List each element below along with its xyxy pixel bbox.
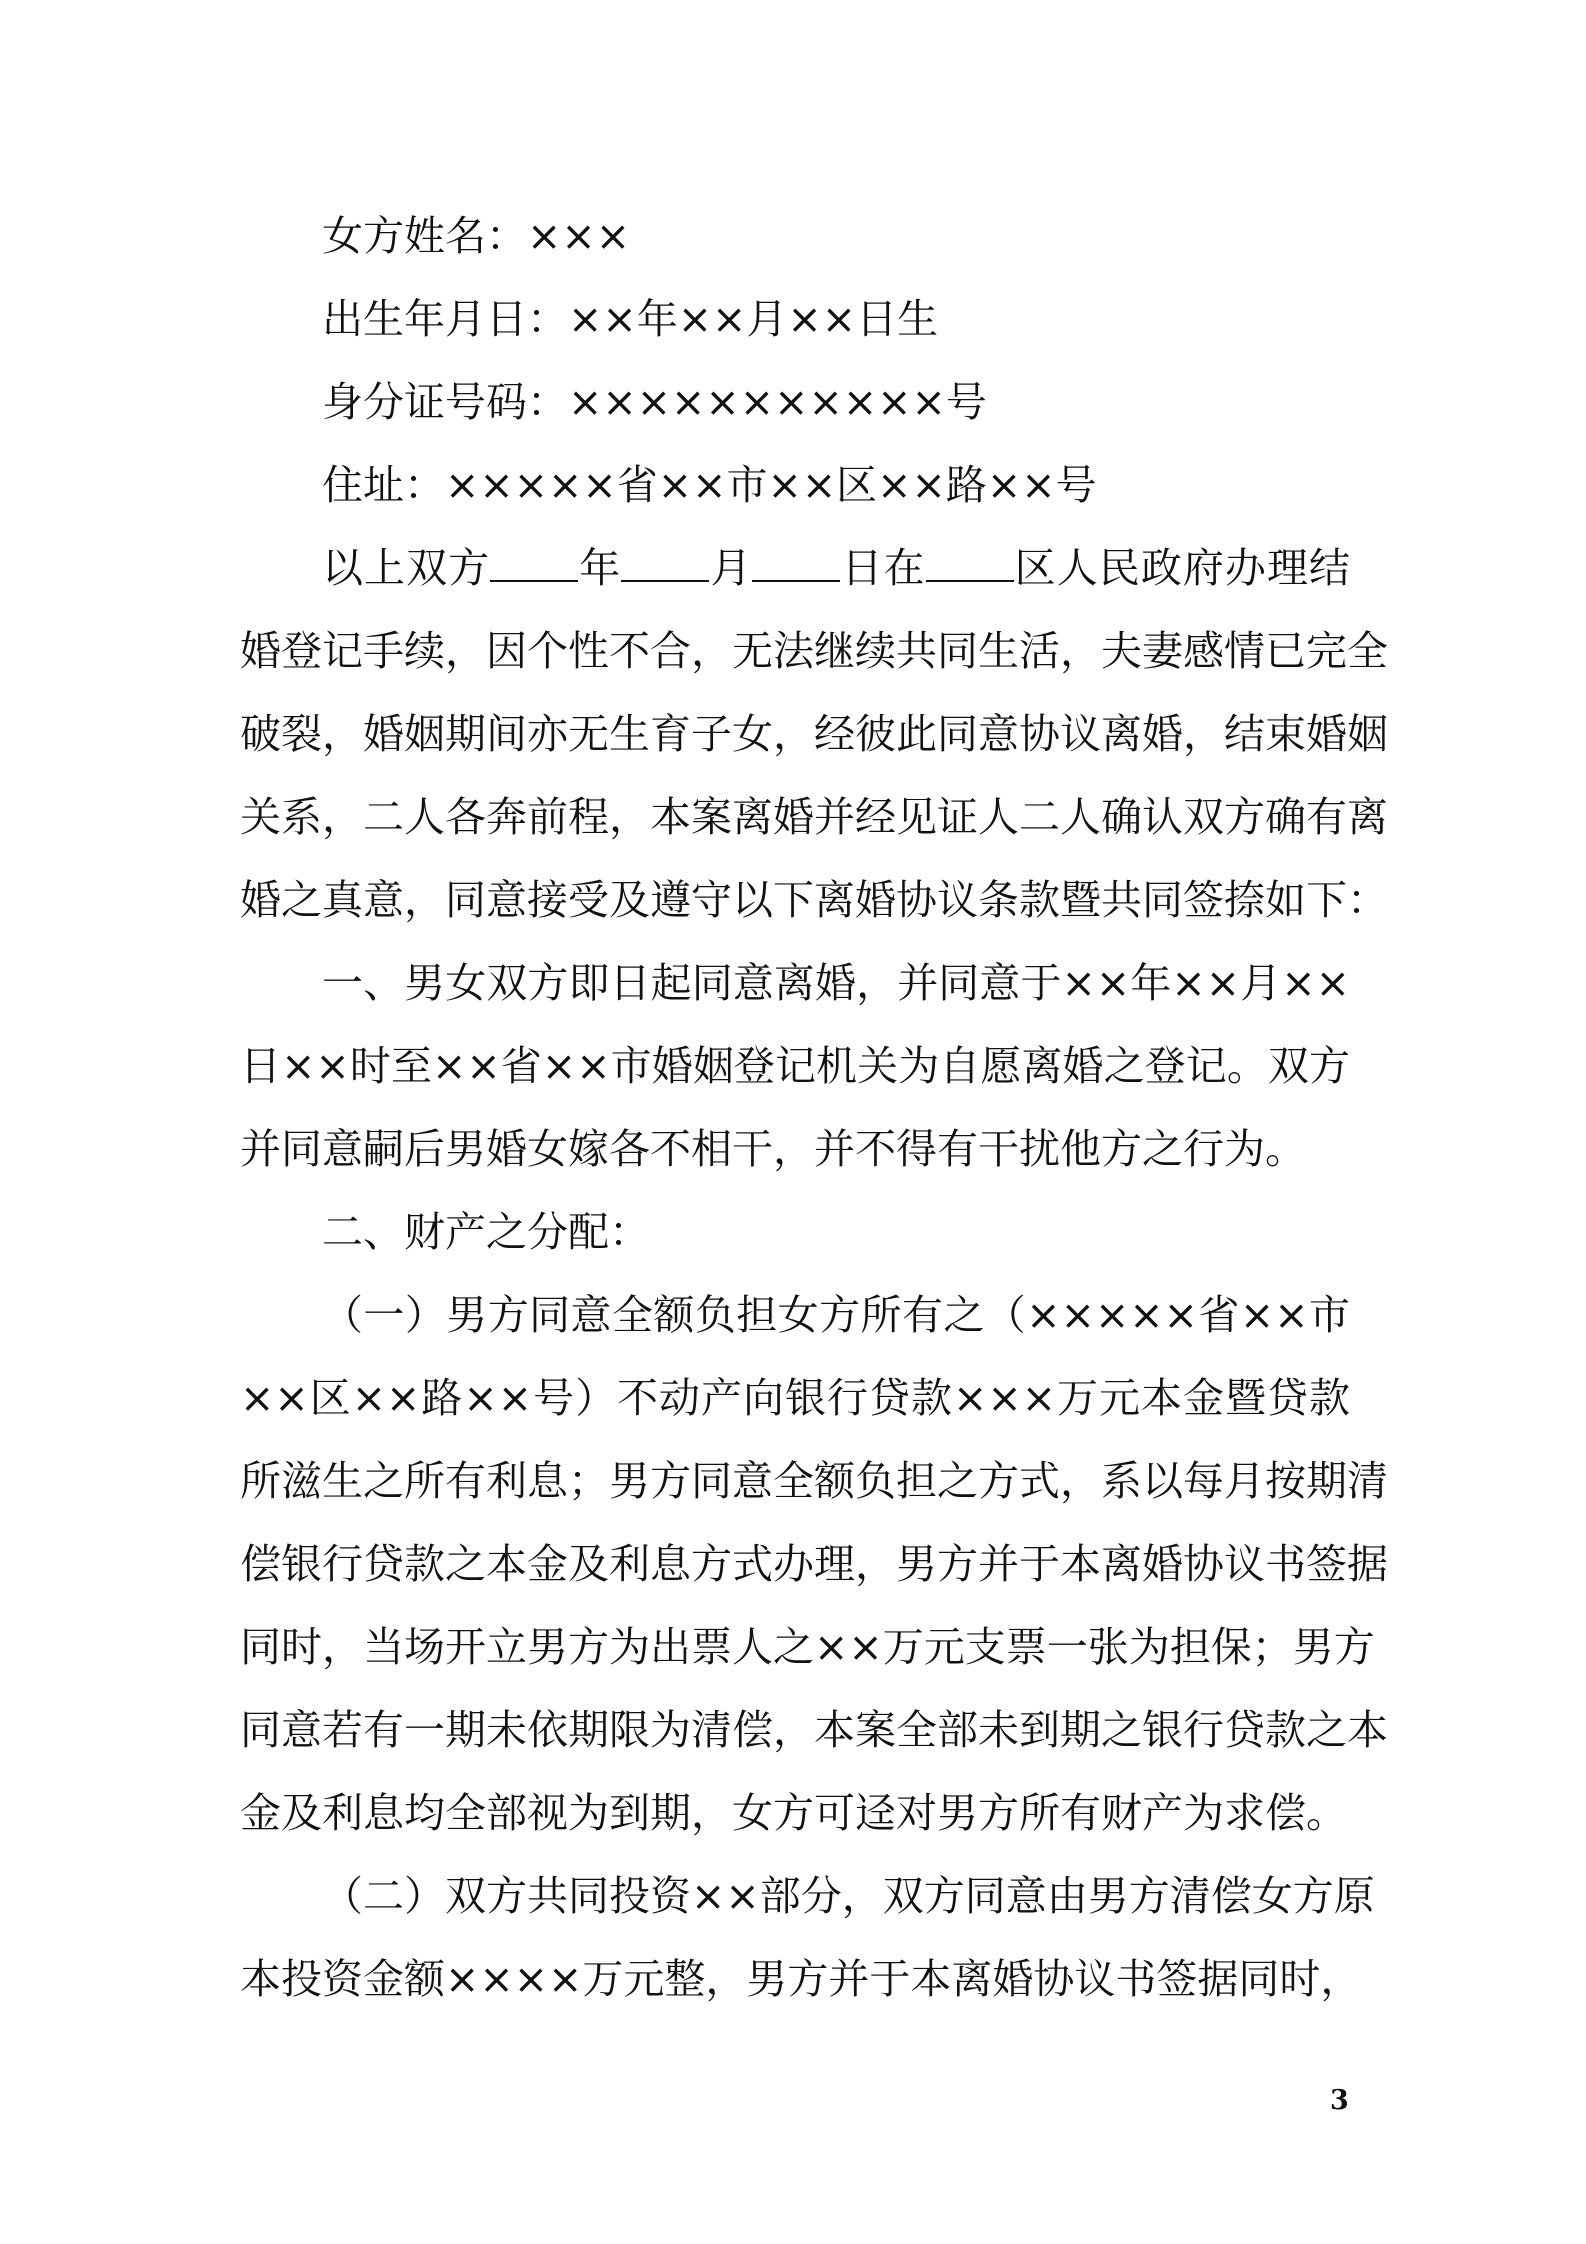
blank-year (490, 550, 578, 582)
paragraph-line: 日××时至××省××市婚姻登记机关为自愿离婚之登记。双方 (240, 1042, 1350, 1090)
text-segment: 年 (578, 544, 622, 592)
paragraph-line: 破裂，婚姻期间亦无生育子女，经彼此同意协议离婚，结束婚姻 (240, 710, 1388, 758)
document-body (240, 195, 1388, 2021)
paragraph-line: 婚之真意，同意接受及遵守以下离婚协议条款暨共同签捺如下： (240, 876, 1388, 924)
clause-two-heading: 二、财产之分配： (322, 1208, 650, 1256)
blank-district (926, 550, 1014, 582)
paragraph-line: 关系，二人各奔前程，本案离婚并经见证人二人确认双方确有离 (240, 793, 1388, 841)
paragraph-line: 本投资金额××××万元整，男方并于本离婚协议书签据同时， (240, 1955, 1362, 2003)
text-segment: 区人民政府办理结 (1013, 544, 1351, 592)
blank-day (752, 550, 840, 582)
subclause-one-line: （一）男方同意全额负担女方所有之（×××××省××市 (322, 1291, 1350, 1339)
page-number: 3 (1330, 2085, 1349, 2116)
paragraph-line: 并同意嗣后男婚女嫁各不相干，并不得有干扰他方之行为。 (240, 1125, 1306, 1173)
female-name-line: 女方姓名：××× (322, 212, 631, 260)
clause-one-line: 一、男女双方即日起同意离婚，并同意于××年××月×× (322, 959, 1350, 1007)
subclause-two-line: （二）双方共同投资××部分，双方同意由男方清偿女方原 (322, 1872, 1375, 1920)
paragraph-line: 所滋生之所有利息；男方同意全额负担之方式，系以每月按期清 (240, 1457, 1388, 1505)
text-segment: 月 (709, 544, 753, 592)
paragraph-line: 同时，当场开立男方为出票人之××万元支票一张为担保；男方 (240, 1623, 1375, 1671)
id-number-line: 身分证号码：×××××××××××号 (322, 378, 987, 426)
marriage-registration-line (240, 527, 1350, 610)
text-segment: 以上双方 (322, 544, 491, 592)
paragraph-line: 金及利息均全部视为到期，女方可迳对男方所有财产为求偿。 (240, 1789, 1347, 1837)
paragraph-line: ××区××路××号）不动产向银行贷款×××万元本金暨贷款 (240, 1374, 1350, 1422)
paragraph-line: 偿银行贷款之本金及利息方式办理，男方并于本离婚协议书签据 (240, 1540, 1388, 1588)
paragraph-line: 婚登记手续，因个性不合，无法继续共同生活，夫妻感情已完全 (240, 627, 1388, 675)
paragraph-line: 同意若有一期未依期限为清偿，本案全部未到期之银行贷款之本 (240, 1706, 1388, 1754)
text-segment: 日在 (840, 544, 926, 592)
blank-month (621, 550, 709, 582)
birth-date-line: 出生年月日：××年××月××日生 (322, 295, 939, 343)
address-line: 住址：×××××省××市××区××路××号 (322, 461, 1097, 509)
